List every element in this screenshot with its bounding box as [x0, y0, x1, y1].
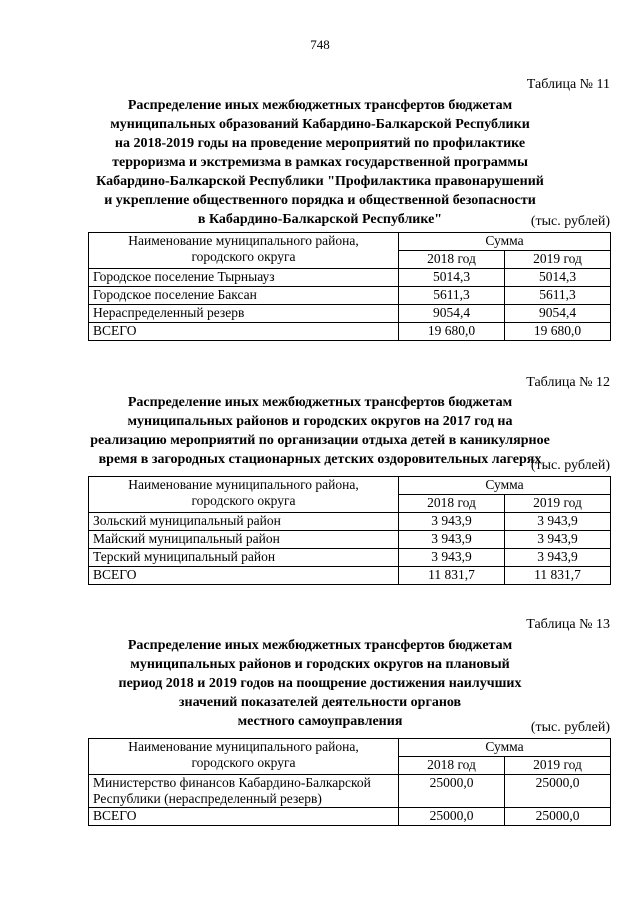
row-value-2019: 5611,3 [505, 287, 611, 305]
table-13-units: (тыс. рублей) [530, 720, 610, 735]
row-name: Городское поселение Тырныауз [89, 269, 399, 287]
table-11 [88, 232, 611, 341]
title-line: Распределение иных межбюджетных трансфертов бюджетам [127, 395, 513, 410]
table-total-row [89, 808, 611, 826]
row-name: ВСЕГО [89, 323, 399, 341]
table-row [89, 305, 611, 323]
table-13 [88, 738, 611, 826]
row-value-2019: 3 943,9 [505, 513, 611, 531]
row-name: Зольский муниципальный район [89, 513, 399, 531]
table-total-row [89, 567, 611, 585]
title-line: муниципальных образований Кабардино-Балкарской Республики [110, 117, 530, 132]
table-11-title [88, 96, 552, 229]
header-sum-cell: Сумма [399, 739, 611, 757]
table-row [89, 269, 611, 287]
title-line: период 2018 и 2019 годов на поощрение достижения наилучших [118, 676, 522, 691]
title-line: в Кабардино-Балкарской Республике" [197, 212, 443, 227]
row-name: ВСЕГО [89, 567, 399, 585]
row-value-2018: 19 680,0 [399, 323, 505, 341]
row-value-2019: 3 943,9 [505, 549, 611, 567]
row-value-2019: 9054,4 [505, 305, 611, 323]
title-line: реализацию мероприятий по организации отдыха детей в каникулярное [90, 433, 550, 448]
row-value-2018: 11 831,7 [399, 567, 505, 585]
title-line: Кабардино-Балкарской Республики "Профилактика правонарушений [96, 174, 544, 189]
row-value-2019: 3 943,9 [505, 531, 611, 549]
title-line: и укрепление общественного порядка и общественной безопасности [104, 193, 536, 208]
row-value-2018: 3 943,9 [399, 531, 505, 549]
header-year-2018: 2018 год [399, 757, 505, 775]
row-name: Городское поселение Баксан [89, 287, 399, 305]
header-name-line-2: городского округа [191, 249, 296, 264]
table-12-label: Таблица № 12 [526, 375, 610, 390]
header-sum-cell: Сумма [399, 477, 611, 495]
title-line: терроризма и экстремизма в рамках государственной программы [112, 155, 528, 170]
row-name: Нераспределенный резерв [89, 305, 399, 323]
header-year-2018: 2018 год [399, 495, 505, 513]
header-name-line-2: городского округа [191, 493, 296, 508]
title-line: на 2018-2019 годы на проведение мероприятий по профилактике [114, 136, 526, 151]
header-name-cell [89, 739, 399, 775]
row-value-2018: 5611,3 [399, 287, 505, 305]
header-name-cell [89, 233, 399, 269]
header-year-2019: 2019 год [505, 757, 611, 775]
row-value-2019: 25000,0 [505, 775, 611, 808]
row-name: ВСЕГО [89, 808, 399, 826]
table-row [89, 775, 611, 808]
row-value-2018: 9054,4 [399, 305, 505, 323]
title-line: значений показателей деятельности органов [178, 695, 462, 710]
row-value-2018: 25000,0 [399, 808, 505, 826]
header-year-2018: 2018 год [399, 251, 505, 269]
row-name: Майский муниципальный район [89, 531, 399, 549]
title-line: местного самоуправления [237, 714, 403, 729]
table-header-row [89, 477, 611, 495]
table-row [89, 513, 611, 531]
table-header-row [89, 739, 611, 757]
table-12-title [88, 393, 552, 469]
table-total-row [89, 323, 611, 341]
header-name-line-2: городского округа [191, 755, 296, 770]
row-value-2019: 19 680,0 [505, 323, 611, 341]
title-line: Распределение иных межбюджетных трансфертов бюджетам [127, 638, 513, 653]
page-number: 748 [310, 37, 330, 52]
header-name-line-1: Наименование муниципального района, [128, 477, 359, 492]
table-11-label: Таблица № 11 [526, 77, 610, 92]
row-name: Министерство финансов Кабардино-Балкарской Республики (нераспределенный резерв) [89, 775, 399, 808]
row-value-2018: 3 943,9 [399, 549, 505, 567]
table-13-label: Таблица № 13 [526, 617, 610, 632]
header-name-cell [89, 477, 399, 513]
table-11-units: (тыс. рублей) [530, 214, 610, 229]
table-row [89, 287, 611, 305]
table-header-row [89, 233, 611, 251]
row-value-2019: 5014,3 [505, 269, 611, 287]
row-value-2019: 25000,0 [505, 808, 611, 826]
header-name-line-1: Наименование муниципального района, [128, 233, 359, 248]
table-12 [88, 476, 611, 585]
header-year-2019: 2019 год [505, 495, 611, 513]
title-line: время в загородных стационарных детских оздоровительных лагерях [98, 452, 542, 467]
row-value-2018: 3 943,9 [399, 513, 505, 531]
row-name: Терский муниципальный район [89, 549, 399, 567]
row-value-2018: 5014,3 [399, 269, 505, 287]
table-12-units: (тыс. рублей) [530, 458, 610, 473]
title-line: Распределение иных межбюджетных трансфертов бюджетам [127, 98, 513, 113]
table-13-title [88, 636, 552, 731]
header-sum-cell: Сумма [399, 233, 611, 251]
title-line: муниципальных районов и городских округов на плановый [130, 657, 510, 672]
header-year-2019: 2019 год [505, 251, 611, 269]
title-line: муниципальных районов и городских округов на 2017 год на [127, 414, 513, 429]
header-name-line-1: Наименование муниципального района, [128, 739, 359, 754]
row-value-2019: 11 831,7 [505, 567, 611, 585]
row-value-2018: 25000,0 [399, 775, 505, 808]
table-row [89, 531, 611, 549]
table-row [89, 549, 611, 567]
